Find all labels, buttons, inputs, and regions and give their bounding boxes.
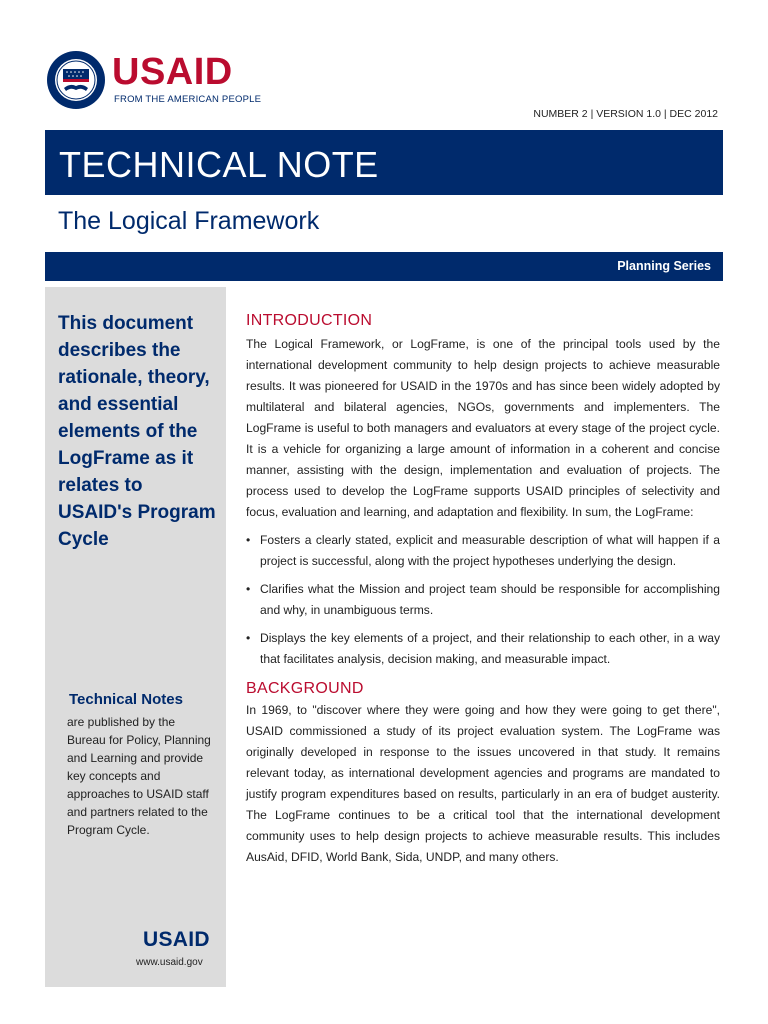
list-item: • Displays the key elements of a project, and their relationship to each other, in a way that facilitates analysis, decision making, and measurable impact. xyxy=(246,628,720,670)
series-label: Planning Series xyxy=(617,259,711,273)
main-content xyxy=(246,312,720,868)
introduction-paragraph: The Logical Framework, or LogFrame, is one of the principal tools used by the international development community to help design projects to achieve measurable results. It was pioneered for USAID in the 1970s and has since been widely adopted by multilateral and bilateral agencies, NGOs, governments and implementers. The LogFrame is useful to both managers and evaluators at every stage of the project cycle. It is a vehicle for organizing a large amount of information in a coherent and concise manner, assisting with the design, implementation and evaluation of projects. The process used to develop the LogFrame supports USAID principles of selectivity and focus, evaluation and learning, and adaptation and flexibility. In sum, the LogFrame: xyxy=(246,337,720,519)
series-band xyxy=(45,252,723,281)
document-title: TECHNICAL NOTE xyxy=(59,144,379,185)
list-item: • Clarifies what the Mission and project team should be responsible for accomplishing and why, in unambiguous terms. xyxy=(246,579,720,621)
list-item: • Fosters a clearly stated, explicit and measurable description of what will happen if a project is successful, along with the project hypotheses underlying the design. xyxy=(246,530,720,572)
usaid-logo xyxy=(46,50,262,110)
usaid-seal-icon xyxy=(46,50,106,110)
title-band xyxy=(45,130,723,195)
document-subtitle: The Logical Framework xyxy=(58,207,320,235)
issue-meta: NUMBER 2 | VERSION 1.0 | DEC 2012 xyxy=(533,108,718,120)
logo-wordmark: USAID xyxy=(112,51,233,93)
sidebar-logo: USAID xyxy=(143,928,210,951)
usaid-url-link[interactable]: www.usaid.gov xyxy=(136,957,203,968)
sidebar-tagline: This document describes the rationale, theory, and essential elements of the LogFrame as it relates to USAID's Program Cycle xyxy=(58,313,216,550)
background-paragraph: In 1969, to "discover where they were going and how they were going to get there", USAID commissioned a study of its project evaluation system. The LogFrame was originally developed in response to the issues uncovered in that study. It remains relevant today, as international development agencies and programs are mandated to justify program expenditures based on results, particularly in an era of budget austerity. The LogFrame continues to be a critical tool that the international development community uses to help design projects to achieve measurable results. This includes AusAid, DFID, World Bank, Sida, UNDP, and many others. xyxy=(246,703,720,864)
logframe-benefits-list xyxy=(246,530,720,670)
technical-notes-body: are published by the Bureau for Policy, Planning and Learning and provide key concepts and approaches to USAID staff and partners related to the Program Cycle. xyxy=(67,715,211,837)
technical-notes-heading: Technical Notes xyxy=(69,691,183,708)
logo-tagline: FROM THE AMERICAN PEOPLE xyxy=(114,94,262,105)
introduction-heading: INTRODUCTION xyxy=(246,312,373,329)
sidebar xyxy=(45,287,226,987)
background-heading: BACKGROUND xyxy=(246,680,364,697)
